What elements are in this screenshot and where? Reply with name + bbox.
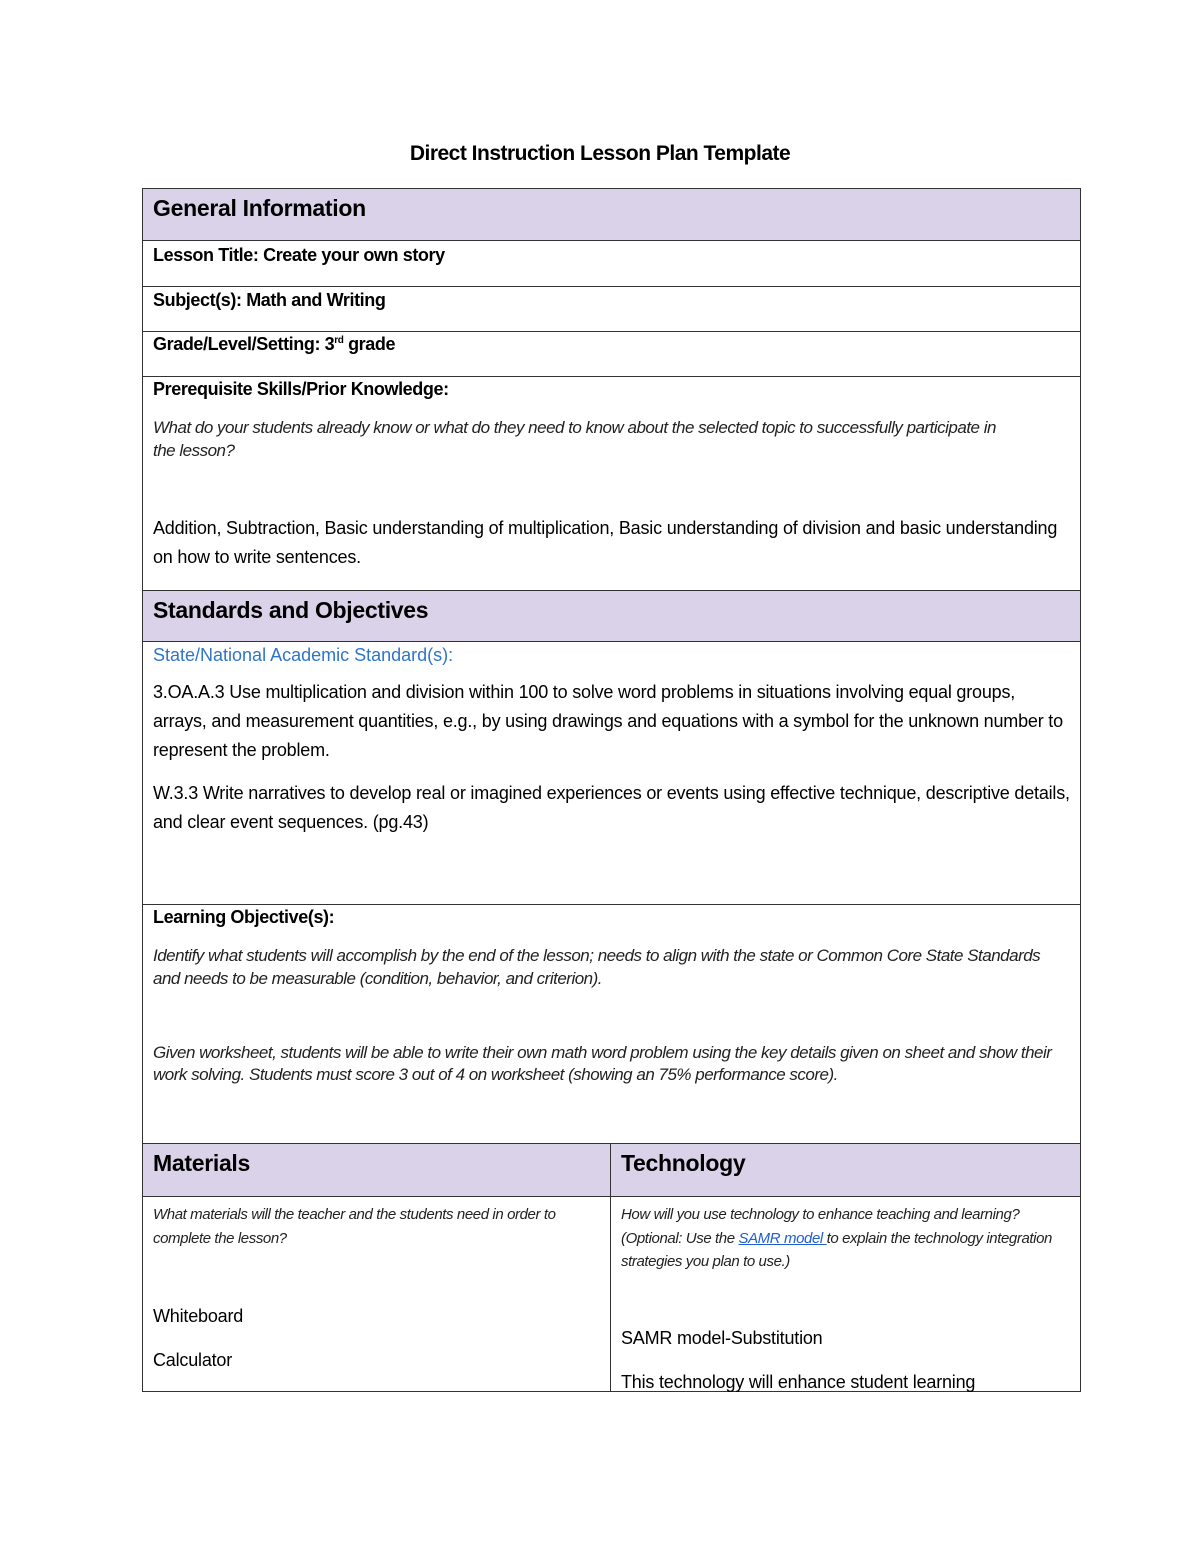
technology-prompt: [621, 1203, 1070, 1274]
technology-answer-2: This technology will enhance student learning: [621, 1371, 976, 1392]
technology-prompt-end: to explain the technology integration strategies you plan to use.): [621, 1229, 1052, 1270]
technology-prompt-start: How will you use technology to enhance teaching and learning? (Optional: Use the: [621, 1206, 1020, 1247]
grade-prefix: Grade/Level/Setting: 3: [153, 334, 335, 354]
grade-row: [143, 332, 1080, 377]
technology-header: Technology: [611, 1144, 1080, 1196]
objective-label: Learning Objective(s):: [153, 907, 335, 927]
material-item: Whiteboard: [153, 1306, 244, 1326]
samr-model-link[interactable]: SAMR model: [738, 1229, 827, 1247]
standards-header: Standards and Objectives: [143, 591, 1080, 642]
prereq-answer: Addition, Subtraction, Basic understanding of multiplication, Basic understanding of division and basic understanding on how to write sentences.: [153, 518, 1058, 567]
prerequisite-row: [143, 377, 1080, 591]
standard-2: W.3.3 Write narratives to develop real or imagined experiences or events using effective technique, descriptive details, and clear event sequences. (pg.43): [153, 783, 1070, 832]
prereq-prompt: What do your students already know or what do they need to know about the selected topic to successfully participate in the lesson?: [153, 418, 996, 460]
materials-cell: [143, 1197, 611, 1391]
grade-suffix: grade: [343, 334, 396, 354]
general-information-header: General Information: [143, 189, 1080, 241]
technology-cell: [611, 1197, 1080, 1391]
technology-answer-1: SAMR model-Substitution: [621, 1327, 823, 1348]
materials-technology-row: [143, 1197, 1080, 1392]
objective-prompt: Identify what students will accomplish by the end of the lesson; needs to align with the state or Common Core State Standards and needs to be measurable (condition, behavior, and criterion).: [153, 946, 1041, 988]
standard-label: State/National Academic Standard(s):: [153, 645, 454, 665]
subjects-row: Subject(s): Math and Writing: [143, 287, 1080, 332]
grade-superscript: rd: [334, 335, 344, 346]
materials-header: Materials: [143, 1144, 611, 1196]
standards-row: [143, 642, 1080, 905]
lesson-title-row: Lesson Title: Create your own story: [143, 241, 1080, 287]
document-title: Direct Instruction Lesson Plan Template: [409, 142, 791, 165]
objective-row: [143, 905, 1080, 1144]
material-item: Calculator: [153, 1350, 233, 1370]
objective-answer: Given worksheet, students will be able to write their own math word problem using the key details given on sheet and show their work solving. Students must score 3 out of 4 on worksheet (showing an 75% performance score).: [153, 1043, 1052, 1084]
materials-prompt: What materials will the teacher and the students need in order to complete the lesson?: [153, 1206, 556, 1247]
lesson-plan-table: [142, 188, 1081, 1392]
materials-technology-header: [143, 1144, 1080, 1197]
prereq-label: Prerequisite Skills/Prior Knowledge:: [153, 379, 449, 399]
standard-1: 3.OA.A.3 Use multiplication and division within 100 to solve word problems in situations involving equal groups, arrays, and measurement quantities, e.g., by using drawings and equations with a symbol for the unknown number to represent the problem.: [153, 682, 1063, 760]
